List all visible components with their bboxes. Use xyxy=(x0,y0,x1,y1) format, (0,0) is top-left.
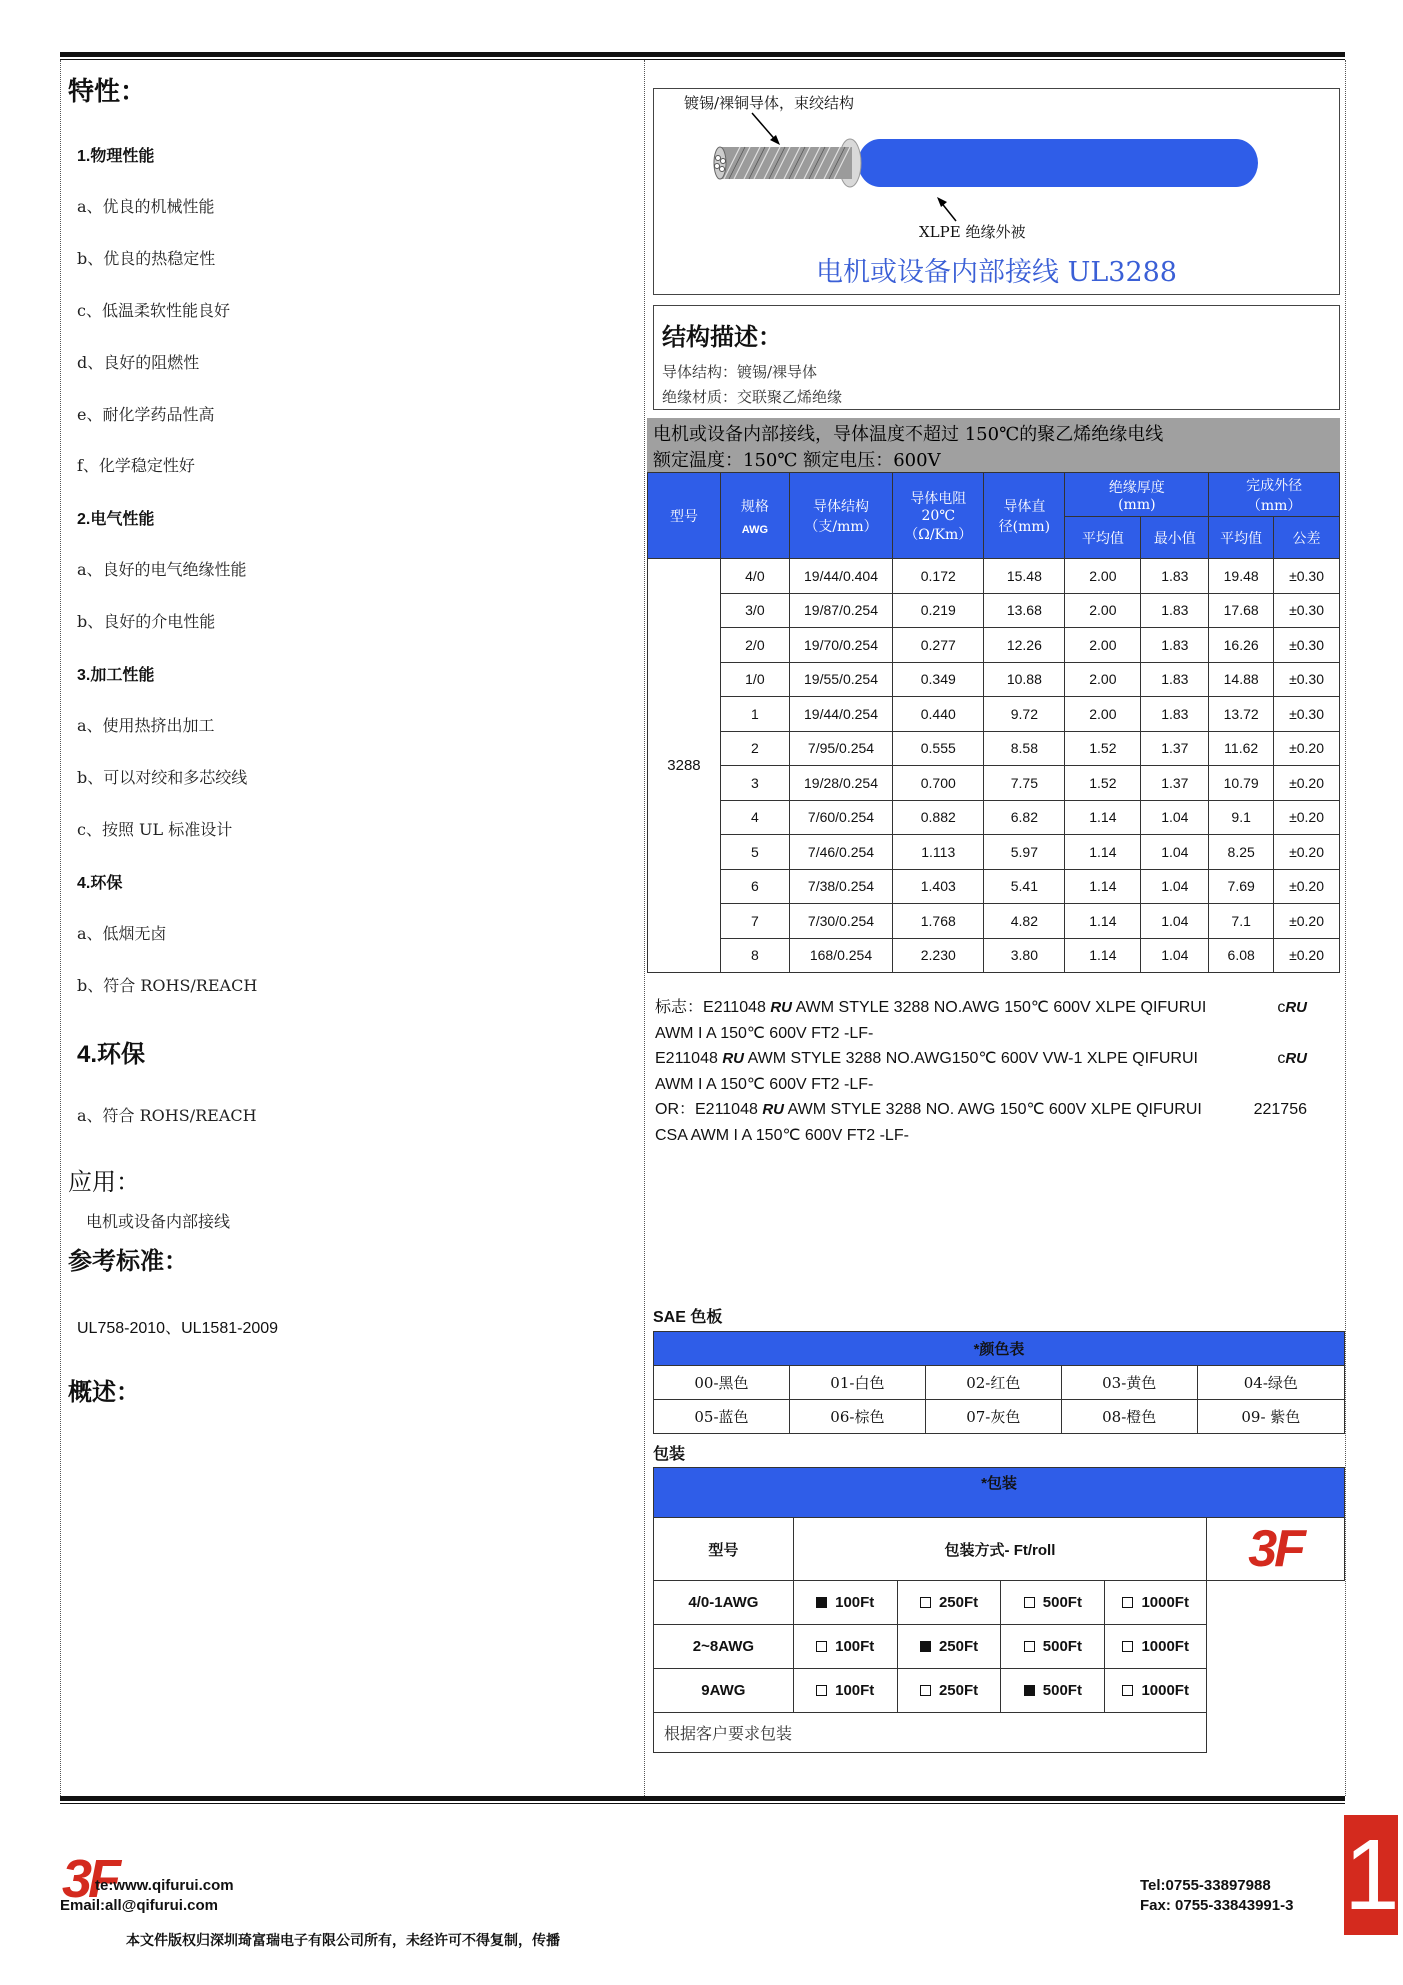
packaging-col-model: 型号 xyxy=(654,1518,794,1581)
spec-cell: 6.08 xyxy=(1209,938,1274,973)
electrical-item: b、良好的介电性能 xyxy=(77,612,216,631)
env-title: 4.环保 xyxy=(77,875,123,892)
spec-cell: ±0.30 xyxy=(1274,559,1340,594)
spec-cell: 1.04 xyxy=(1141,835,1209,870)
packaging-header: *包装 xyxy=(654,1468,1345,1518)
spec-cell: 7.69 xyxy=(1209,869,1274,904)
spec-cell: 2.00 xyxy=(1065,559,1141,594)
spec-cell: 10.88 xyxy=(984,662,1065,697)
spec-cell: ±0.30 xyxy=(1274,662,1340,697)
packaging-option-label: 100Ft xyxy=(835,1682,875,1699)
mark-line: OR：E211048 RU AWM STYLE 3288 NO. AWG 150℃ 600V XLPE QIFURUI 221756 xyxy=(655,1097,1345,1123)
ul-icon: RU xyxy=(1285,999,1307,1016)
spec-cell: 1.14 xyxy=(1065,904,1141,939)
application-text: 电机或设备内部接线 xyxy=(86,1212,231,1231)
ul-icon: RU xyxy=(762,1101,785,1118)
spec-cell: 1.14 xyxy=(1065,869,1141,904)
packaging-table xyxy=(653,1467,1345,1753)
spec-cell: ±0.20 xyxy=(1274,938,1340,973)
footer-website: te:www.qifurui.com xyxy=(95,1877,234,1894)
packaging-col-method: 包装方式- Ft/roll xyxy=(793,1518,1206,1581)
spec-cell: 1.83 xyxy=(1141,628,1209,663)
checkbox-checked-icon[interactable] xyxy=(920,1641,931,1652)
spec-cell: 0.219 xyxy=(893,593,984,628)
physical-item: e、耐化学药品性高 xyxy=(77,405,215,424)
spec-cell: 19/44/0.254 xyxy=(789,697,892,732)
color-title: SAE 色板 xyxy=(653,1309,723,1326)
spec-cell: 5 xyxy=(720,835,789,870)
standard-heading: 参考标准： xyxy=(68,1247,188,1275)
spec-row xyxy=(648,559,1340,594)
spec-cell: 1.83 xyxy=(1141,559,1209,594)
packaging-model: 9AWG xyxy=(654,1669,794,1713)
packaging-row xyxy=(654,1625,1345,1669)
mark-line: AWM I A 150℃ 600V FT2 -LF- xyxy=(655,1075,874,1093)
checkbox-unchecked-icon[interactable] xyxy=(920,1597,931,1608)
spec-cell: 1.113 xyxy=(893,835,984,870)
color-cell: 04-绿色 xyxy=(1197,1366,1344,1400)
wire-insulation xyxy=(858,139,1258,187)
spec-cell: 0.349 xyxy=(893,662,984,697)
spec-cell: 0.555 xyxy=(893,731,984,766)
spec-cell: 1.83 xyxy=(1141,697,1209,732)
rating-line-2: 额定温度：150℃ 额定电压：600V xyxy=(653,450,941,471)
spec-cell: 19/70/0.254 xyxy=(789,628,892,663)
packaging-option[interactable] xyxy=(897,1669,1001,1713)
physical-item: b、优良的热稳定性 xyxy=(77,249,216,268)
left-border xyxy=(60,60,61,1796)
packaging-option-label: 500Ft xyxy=(1042,1594,1082,1611)
spec-cell: 2.00 xyxy=(1065,697,1141,732)
wire-title: 电机或设备内部接线 UL3288 xyxy=(816,257,1177,288)
footer-fax: Fax: 0755-33843991-3 xyxy=(1140,1897,1294,1914)
packaging-option-label: 250Ft xyxy=(938,1682,979,1699)
spec-cell: 10.79 xyxy=(1209,766,1274,801)
spec-cell: 0.277 xyxy=(893,628,984,663)
physical-item: f、化学稳定性好 xyxy=(77,456,195,475)
spec-row xyxy=(648,869,1340,904)
header-tolerance: 公差 xyxy=(1274,517,1340,559)
color-cell: 07-灰色 xyxy=(925,1400,1061,1434)
spec-cell: 8 xyxy=(720,938,789,973)
spec-cell: 1.403 xyxy=(893,869,984,904)
spec-cell: 12.26 xyxy=(984,628,1065,663)
color-cell: 01-白色 xyxy=(789,1366,925,1400)
spec-cell: 7/46/0.254 xyxy=(789,835,892,870)
spec-cell: ±0.20 xyxy=(1274,835,1340,870)
right-border xyxy=(1345,60,1346,1796)
packaging-option[interactable] xyxy=(793,1625,897,1669)
spec-cell: 16.26 xyxy=(1209,628,1274,663)
overview-heading: 概述： xyxy=(68,1378,140,1406)
spec-cell: 3/0 xyxy=(720,593,789,628)
color-table xyxy=(653,1331,1345,1434)
spec-cell: ±0.30 xyxy=(1274,697,1340,732)
spec-row xyxy=(648,593,1340,628)
spec-cell: 1.83 xyxy=(1141,593,1209,628)
packaging-row xyxy=(654,1581,1345,1625)
insulation-label: XLPE 绝缘外被 xyxy=(919,223,1026,241)
checkbox-unchecked-icon[interactable] xyxy=(1122,1597,1133,1608)
packaging-option[interactable] xyxy=(1001,1581,1105,1625)
packaging-option-label: 500Ft xyxy=(1042,1638,1082,1655)
checkbox-unchecked-icon[interactable] xyxy=(1024,1641,1035,1652)
checkbox-checked-icon[interactable] xyxy=(816,1597,827,1608)
physical-title: 1.物理性能 xyxy=(77,148,155,165)
packaging-option-label: 250Ft xyxy=(938,1594,979,1611)
standard-text: UL758-2010、UL1581-2009 xyxy=(77,1320,279,1337)
packaging-note: 根据客户要求包装 xyxy=(654,1713,1207,1753)
spec-row xyxy=(648,904,1340,939)
process-item: b、可以对绞和多芯绞线 xyxy=(77,768,248,787)
header-od-avg: 平均值 xyxy=(1209,517,1274,559)
application-heading: 应用： xyxy=(68,1168,140,1196)
spec-cell: 5.97 xyxy=(984,835,1065,870)
spec-cell: 15.48 xyxy=(984,559,1065,594)
checkbox-unchecked-icon[interactable] xyxy=(816,1685,827,1696)
spec-cell: 7/95/0.254 xyxy=(789,731,892,766)
bottom-rule xyxy=(60,1796,1345,1801)
electrical-item: a、良好的电气绝缘性能 xyxy=(77,560,247,579)
packaging-option[interactable] xyxy=(1105,1581,1207,1625)
spec-row xyxy=(648,628,1340,663)
color-cell: 05-蓝色 xyxy=(654,1400,790,1434)
spec-cell: 8.25 xyxy=(1209,835,1274,870)
structure-insulation: 绝缘材质：交联聚乙烯绝缘 xyxy=(662,388,843,406)
packaging-option-label: 250Ft xyxy=(938,1638,979,1655)
spec-cell: 7.75 xyxy=(984,766,1065,801)
spec-table xyxy=(647,472,1340,973)
spec-cell: ±0.30 xyxy=(1274,593,1340,628)
packaging-option[interactable] xyxy=(793,1581,897,1625)
mark-line: AWM I A 150℃ 600V FT2 -LF- xyxy=(655,1024,874,1042)
packaging-model: 2~8AWG xyxy=(654,1625,794,1669)
color-cell: 03-黄色 xyxy=(1061,1366,1197,1400)
checkbox-unchecked-icon[interactable] xyxy=(1122,1685,1133,1696)
process-title: 3.加工性能 xyxy=(77,667,155,684)
spec-cell: 4 xyxy=(720,800,789,835)
spec-cell: 1.14 xyxy=(1065,835,1141,870)
packaging-option-label: 1000Ft xyxy=(1141,1594,1189,1611)
checkbox-checked-icon[interactable] xyxy=(1024,1685,1035,1696)
spec-cell: 1.04 xyxy=(1141,904,1209,939)
header-thickness-min: 最小值 xyxy=(1141,517,1209,559)
spec-cell: 13.68 xyxy=(984,593,1065,628)
spec-cell: ±0.20 xyxy=(1274,800,1340,835)
mark-line: CSA AWM I A 150℃ 600V FT2 -LF- xyxy=(655,1126,909,1144)
header-structure: 导体结构 （支/mm） xyxy=(789,473,892,559)
spec-cell: 8.58 xyxy=(984,731,1065,766)
top-rule xyxy=(60,52,1345,57)
column-divider xyxy=(644,60,645,1796)
spec-cell: 19/87/0.254 xyxy=(789,593,892,628)
spec-cell: 1/0 xyxy=(720,662,789,697)
packaging-option-label: 1000Ft xyxy=(1141,1682,1189,1699)
spec-cell: ±0.20 xyxy=(1274,766,1340,801)
color-cell: 08-橙色 xyxy=(1061,1400,1197,1434)
structure-conductor: 导体结构：镀锡/裸导体 xyxy=(662,363,818,381)
footer-email: Email:all@qifurui.com xyxy=(60,1897,218,1914)
spec-row xyxy=(648,835,1340,870)
spec-cell: 4.82 xyxy=(984,904,1065,939)
spec-row xyxy=(648,766,1340,801)
spec-cell: 6.82 xyxy=(984,800,1065,835)
physical-item: a、优良的机械性能 xyxy=(77,197,215,216)
mark-line: E211048 RU AWM STYLE 3288 NO.AWG150℃ 600V VW-1 XLPE QIFURUI cRU xyxy=(655,1046,1345,1072)
process-item: c、按照 UL 标准设计 xyxy=(77,820,233,839)
packaging-title: 包装 xyxy=(653,1446,686,1463)
spec-row xyxy=(648,731,1340,766)
electrical-title: 2.电气性能 xyxy=(77,511,155,528)
packaging-option[interactable] xyxy=(793,1669,897,1713)
physical-item: c、低温柔软性能良好 xyxy=(77,301,230,320)
bottom-rule-thin xyxy=(60,1803,1345,1804)
page-number: 1 xyxy=(1344,1815,1398,1935)
spec-model-cell: 3288 xyxy=(648,559,721,973)
spec-cell: 0.172 xyxy=(893,559,984,594)
ul-icon: RU xyxy=(722,1050,744,1067)
process-item: a、使用热挤出加工 xyxy=(77,716,215,735)
packaging-option-label: 100Ft xyxy=(835,1594,875,1611)
rating-info xyxy=(647,418,1340,473)
spec-cell: 1.14 xyxy=(1065,800,1141,835)
checkbox-unchecked-icon[interactable] xyxy=(1024,1597,1035,1608)
spec-cell: 1.37 xyxy=(1141,766,1209,801)
packaging-option-label: 1000Ft xyxy=(1141,1638,1189,1655)
features-heading: 特性： xyxy=(68,77,147,107)
header-thickness-avg: 平均值 xyxy=(1065,517,1141,559)
spec-cell: 19/28/0.254 xyxy=(789,766,892,801)
ul-icon: RU xyxy=(770,999,793,1016)
color-cell: 00-黑色 xyxy=(654,1366,790,1400)
color-cell: 09- 紫色 xyxy=(1197,1400,1344,1434)
packaging-option[interactable] xyxy=(897,1625,1001,1669)
spec-cell: 9.72 xyxy=(984,697,1065,732)
spec-cell: 1.04 xyxy=(1141,938,1209,973)
packaging-option[interactable] xyxy=(1105,1669,1207,1713)
color-table-header: *颜色表 xyxy=(654,1332,1345,1366)
spec-cell: 1.37 xyxy=(1141,731,1209,766)
spec-row xyxy=(648,938,1340,973)
spec-row xyxy=(648,697,1340,732)
spec-cell: 7/60/0.254 xyxy=(789,800,892,835)
header-diameter: 导体直 径(mm) xyxy=(984,473,1065,559)
packaging-model: 4/0-1AWG xyxy=(654,1581,794,1625)
spec-cell: 7 xyxy=(720,904,789,939)
packaging-option[interactable] xyxy=(1001,1669,1105,1713)
footer-copyright: 本文件版权归深圳琦富瑞电子有限公司所有，未经许可不得复制，传播 xyxy=(126,1933,560,1949)
spec-cell: 1.52 xyxy=(1065,766,1141,801)
brand-logo: 3F xyxy=(1207,1518,1345,1581)
packaging-option[interactable] xyxy=(1105,1625,1207,1669)
spec-cell: 0.440 xyxy=(893,697,984,732)
spec-cell: 5.41 xyxy=(984,869,1065,904)
packaging-option[interactable] xyxy=(1001,1625,1105,1669)
spec-cell: 4/0 xyxy=(720,559,789,594)
spec-cell: ±0.20 xyxy=(1274,904,1340,939)
spec-cell: 7/38/0.254 xyxy=(789,869,892,904)
spec-cell: 7.1 xyxy=(1209,904,1274,939)
spec-cell: 9.1 xyxy=(1209,800,1274,835)
ul-icon: RU xyxy=(1285,1050,1307,1067)
spec-cell: ±0.20 xyxy=(1274,869,1340,904)
header-resistance: 导体电阻 20℃ （Ω/Km） xyxy=(893,473,984,559)
packaging-row xyxy=(654,1669,1345,1713)
checkbox-unchecked-icon[interactable] xyxy=(920,1685,931,1696)
spec-row xyxy=(648,800,1340,835)
spec-cell: 0.882 xyxy=(893,800,984,835)
spec-cell: 7/30/0.254 xyxy=(789,904,892,939)
spec-cell: 1.83 xyxy=(1141,662,1209,697)
spec-cell: 2.00 xyxy=(1065,662,1141,697)
footer-logo: 3F xyxy=(62,1849,118,1909)
packaging-option[interactable] xyxy=(897,1581,1001,1625)
env-item: b、符合 ROHS/REACH xyxy=(77,976,258,995)
conductor-label: 镀锡/裸铜导体，束绞结构 xyxy=(684,94,855,112)
env-item-2: a、符合 ROHS/REACH xyxy=(77,1106,257,1125)
spec-cell: 14.88 xyxy=(1209,662,1274,697)
header-gauge: 规格 AWG xyxy=(720,473,789,559)
marking-text xyxy=(655,995,1345,1148)
checkbox-unchecked-icon[interactable] xyxy=(1122,1641,1133,1652)
spec-cell: 2/0 xyxy=(720,628,789,663)
physical-item: d、良好的阻燃性 xyxy=(77,353,200,372)
spec-cell: 0.700 xyxy=(893,766,984,801)
footer-tel: Tel:0755-33897988 xyxy=(1140,1877,1271,1894)
spec-cell: 19/55/0.254 xyxy=(789,662,892,697)
spec-cell: 2.230 xyxy=(893,938,984,973)
structure-heading: 结构描述： xyxy=(662,323,782,351)
spec-cell: 1.14 xyxy=(1065,938,1141,973)
packaging-option-label: 100Ft xyxy=(835,1638,875,1655)
spec-row xyxy=(648,662,1340,697)
header-thickness: 绝缘厚度 (mm) xyxy=(1065,473,1209,517)
spec-cell: 19/44/0.404 xyxy=(789,559,892,594)
spec-cell: 1.04 xyxy=(1141,800,1209,835)
checkbox-unchecked-icon[interactable] xyxy=(816,1641,827,1652)
spec-cell: 17.68 xyxy=(1209,593,1274,628)
spec-cell: 13.72 xyxy=(1209,697,1274,732)
mark-line: 标志：E211048 RU AWM STYLE 3288 NO.AWG 150℃ 600V XLPE QIFURUI cRU xyxy=(655,995,1345,1021)
header-od: 完成外径 （mm） xyxy=(1209,473,1340,517)
spec-cell: 2.00 xyxy=(1065,593,1141,628)
spec-cell: 168/0.254 xyxy=(789,938,892,973)
packaging-option-label: 500Ft xyxy=(1042,1682,1082,1699)
spec-cell: ±0.20 xyxy=(1274,731,1340,766)
spec-cell: 6 xyxy=(720,869,789,904)
spec-cell: 11.62 xyxy=(1209,731,1274,766)
spec-cell: ±0.30 xyxy=(1274,628,1340,663)
spec-cell: 1.52 xyxy=(1065,731,1141,766)
env-item: a、低烟无卤 xyxy=(77,924,167,943)
header-model: 型号 xyxy=(648,473,721,559)
color-cell: 06-棕色 xyxy=(789,1400,925,1434)
top-rule-thin xyxy=(60,59,1345,60)
spec-cell: 19.48 xyxy=(1209,559,1274,594)
color-cell: 02-红色 xyxy=(925,1366,1061,1400)
spec-cell: 1 xyxy=(720,697,789,732)
spec-cell: 1.768 xyxy=(893,904,984,939)
spec-cell: 2 xyxy=(720,731,789,766)
spec-cell: 3.80 xyxy=(984,938,1065,973)
rating-line-1: 电机或设备内部接线，导体温度不超过 150℃的聚乙烯绝缘电线 xyxy=(653,424,1164,445)
spec-cell: 3 xyxy=(720,766,789,801)
spec-cell: 2.00 xyxy=(1065,628,1141,663)
spec-cell: 1.04 xyxy=(1141,869,1209,904)
env-title-2: 4.环保 xyxy=(77,1041,146,1068)
